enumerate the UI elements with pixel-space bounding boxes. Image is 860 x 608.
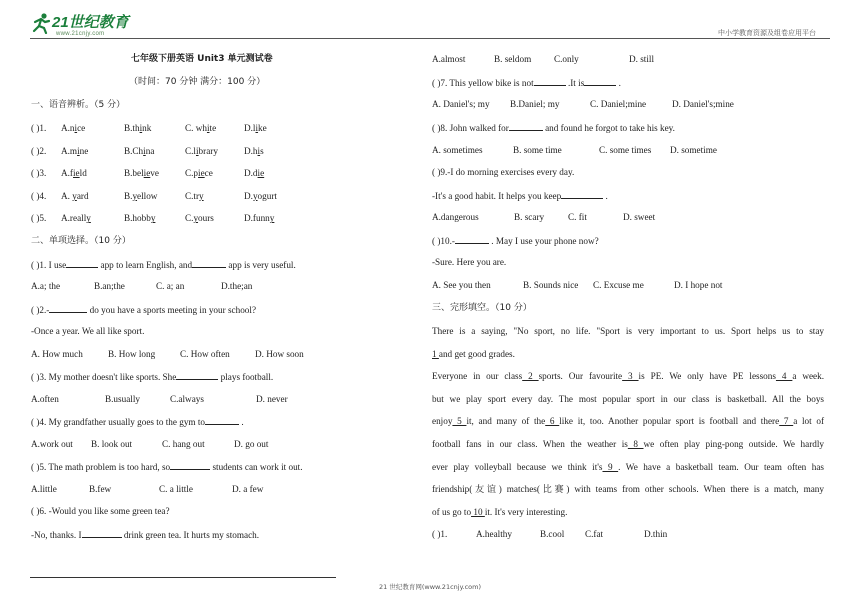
passage-text: it, and many of the bbox=[466, 416, 546, 427]
question-text: app to learn English, and bbox=[98, 260, 193, 270]
option-underlined: i bbox=[255, 123, 259, 133]
passage-line bbox=[432, 462, 824, 473]
site-logo bbox=[30, 10, 140, 38]
mc-question bbox=[432, 235, 599, 247]
answer-option: C. some times bbox=[599, 145, 652, 155]
option-underlined: y bbox=[252, 190, 258, 201]
option-underlined: y bbox=[193, 213, 199, 224]
option-prefix: A.m bbox=[61, 145, 78, 156]
passage-text: There is a saying, "No sport, no life. "Sport is very important to us. Sport helps us to stay bbox=[432, 326, 824, 336]
option-underlined: i bbox=[143, 145, 146, 156]
passage-text: sports. Our favourite bbox=[538, 371, 623, 382]
answer-blank bbox=[534, 77, 566, 86]
answer-blank bbox=[205, 416, 239, 425]
option-suffix: ellow bbox=[137, 190, 158, 201]
answer-option: D. a few bbox=[232, 484, 264, 494]
passage-text: but we play sport every day. The most popular sport in our class is basketball. All the boys bbox=[432, 393, 824, 404]
option-prefix: C. wh bbox=[185, 123, 207, 133]
phonetics-question bbox=[31, 146, 46, 157]
passage-line bbox=[432, 394, 824, 405]
passage-text: football fans in our class. When the weather is bbox=[432, 439, 628, 449]
option-suffix: na bbox=[145, 145, 155, 156]
mc-question bbox=[31, 304, 256, 316]
question-text: ( )1. I use bbox=[31, 260, 67, 270]
answer-blank bbox=[49, 304, 87, 313]
answer-blank bbox=[170, 461, 210, 470]
mc-question bbox=[432, 122, 675, 134]
answer-option: C. Daniel;mine bbox=[590, 99, 647, 109]
phonetics-option bbox=[185, 213, 214, 224]
logo-url: www.21cnjy.com bbox=[56, 31, 105, 37]
mc-question: ( )6. -Would you like some green tea? bbox=[31, 506, 170, 516]
cloze-blank-number: 8 bbox=[627, 439, 644, 449]
question-number: ( )2. bbox=[31, 145, 47, 156]
answer-option: A.work out bbox=[31, 439, 73, 449]
footer-text: 21 世纪教育网(www.21cnjy.com) bbox=[379, 583, 481, 591]
answer-option: C. a little bbox=[159, 484, 193, 494]
question-text: ( )3. My mother doesn't like sports. She bbox=[31, 372, 177, 382]
exam-title: 七年级下册英语 Unit3 单元测试卷 bbox=[131, 54, 273, 64]
phonetics-question bbox=[31, 213, 46, 224]
option-prefix: B. bbox=[124, 190, 133, 201]
option-suffix: ce bbox=[77, 123, 86, 133]
answer-option: D. sometime bbox=[670, 145, 717, 155]
phonetics-option bbox=[61, 123, 85, 134]
option-prefix: C.l bbox=[185, 145, 196, 156]
passage-text: a week. bbox=[792, 371, 825, 382]
phonetics-option bbox=[61, 168, 87, 179]
question-number: ( )3. bbox=[31, 168, 47, 179]
answer-option: A. sometimes bbox=[432, 145, 483, 155]
question-number: ( )1. bbox=[432, 529, 448, 539]
passage-line bbox=[432, 507, 824, 518]
answer-option: B. seldom bbox=[494, 54, 532, 64]
passage-text: we often play ping-pong outside. We hardly bbox=[643, 439, 824, 449]
answer-option: C.only bbox=[554, 54, 579, 64]
mc-question bbox=[31, 461, 303, 473]
question-text: ( )7. This yellow bike is not bbox=[432, 78, 534, 88]
passage-text: and get good grades. bbox=[438, 348, 515, 359]
option-prefix: D.h bbox=[244, 145, 258, 156]
passage-text: is PE. We only have PE lessons bbox=[638, 371, 776, 382]
question-text: ( )10.- bbox=[432, 236, 455, 246]
question-text: .It is bbox=[565, 78, 585, 88]
option-suffix: s bbox=[260, 145, 264, 156]
question-text: and found he forgot to take his key. bbox=[542, 123, 675, 133]
option-underlined: i bbox=[257, 145, 261, 156]
option-suffix: brary bbox=[198, 145, 218, 156]
question-text: -It's a good habit. It helps you keep bbox=[432, 191, 562, 201]
answer-option: D. How soon bbox=[255, 349, 304, 359]
mc-question bbox=[31, 371, 273, 383]
passage-text: Everyone in our class bbox=[432, 371, 523, 382]
option-prefix: B.hobb bbox=[124, 213, 151, 224]
answer-option: B.Daniel; my bbox=[510, 99, 560, 109]
answer-option: B. How long bbox=[108, 349, 156, 359]
passage-line bbox=[432, 416, 824, 427]
answer-option: A.often bbox=[31, 394, 59, 404]
question-text: app is very useful. bbox=[226, 260, 296, 270]
cloze-blank-number: 1 bbox=[432, 348, 439, 359]
question-text: do you have a sports meeting in your school? bbox=[87, 305, 257, 315]
answer-option: C. fit bbox=[568, 212, 587, 222]
phonetics-option bbox=[124, 168, 159, 179]
option-underlined: y bbox=[72, 190, 77, 201]
option-underlined: ie bbox=[73, 168, 80, 179]
option-underlined: y bbox=[150, 213, 156, 224]
option-prefix: C. bbox=[185, 213, 194, 224]
question-text: ( )8. John walked for bbox=[432, 123, 509, 133]
answer-option: C. Excuse me bbox=[593, 280, 644, 290]
answer-option: C.always bbox=[170, 394, 204, 404]
answer-option: D. Daniel's;mine bbox=[672, 99, 734, 109]
mc-question: ( )9.-I do morning exercises every day. bbox=[432, 167, 575, 177]
option-prefix: B.bel bbox=[124, 168, 144, 179]
question-text: ( )4. My grandfather usually goes to the gym to bbox=[31, 417, 206, 427]
question-number: ( )5. bbox=[31, 213, 47, 224]
answer-option: A.dangerous bbox=[432, 212, 479, 222]
option-suffix: ke bbox=[258, 123, 267, 133]
passage-text: enjoy bbox=[432, 416, 453, 427]
option-suffix: ard bbox=[76, 190, 89, 201]
runner-logo-icon bbox=[30, 12, 52, 34]
phonetics-option bbox=[61, 191, 89, 202]
option-suffix: ce bbox=[204, 168, 213, 179]
answer-option: D. I hope not bbox=[674, 280, 723, 290]
option-underlined: y bbox=[199, 190, 204, 201]
option-suffix: nk bbox=[142, 123, 152, 133]
option-suffix: ve bbox=[150, 168, 159, 179]
option-prefix: B.th bbox=[124, 123, 140, 133]
option-prefix: A.n bbox=[61, 123, 75, 133]
passage-line bbox=[432, 326, 824, 337]
phonetics-question bbox=[31, 168, 46, 179]
cloze-blank-number: 6 bbox=[545, 416, 560, 427]
passage-text: like it, too. Another popular sport is football and there bbox=[559, 416, 780, 427]
option-suffix: ours bbox=[198, 213, 214, 224]
cloze-blank-number: 2 bbox=[522, 371, 539, 382]
answer-option: B. some time bbox=[513, 145, 562, 155]
answer-option: A.almost bbox=[432, 54, 466, 64]
section-heading: 二、单项选择。（10 分） bbox=[31, 236, 131, 246]
option-suffix: te bbox=[209, 123, 217, 133]
phonetics-option bbox=[124, 213, 155, 224]
answer-option: C.fat bbox=[585, 529, 604, 539]
exam-subtitle: （时间：70 分钟 满分：100 分） bbox=[129, 77, 266, 87]
question-reply: -Sure. Here you are. bbox=[432, 257, 507, 267]
option-suffix: ogurt bbox=[257, 190, 277, 201]
question-reply bbox=[31, 529, 259, 541]
option-prefix: D. bbox=[244, 190, 253, 201]
option-underlined: y bbox=[86, 213, 91, 224]
passage-line bbox=[432, 371, 824, 382]
question-text: plays football. bbox=[218, 372, 274, 382]
phonetics-option bbox=[185, 146, 218, 157]
option-underlined: y bbox=[269, 213, 275, 224]
phonetics-option bbox=[244, 168, 264, 179]
answer-option: D. go out bbox=[234, 439, 269, 449]
phonetics-option bbox=[244, 146, 264, 157]
option-prefix: A. bbox=[61, 190, 73, 201]
option-underlined: y bbox=[132, 190, 138, 201]
answer-blank bbox=[455, 235, 489, 244]
phonetics-option bbox=[124, 191, 157, 202]
phonetics-option bbox=[244, 123, 267, 134]
option-underlined: ie bbox=[257, 168, 265, 179]
question-text: -No, thanks. I bbox=[31, 530, 82, 540]
answer-blank bbox=[192, 259, 226, 268]
phonetics-option bbox=[124, 123, 151, 134]
phonetics-option bbox=[185, 123, 216, 134]
question-text: drink green tea. It hurts my stomach. bbox=[121, 530, 260, 540]
option-underlined: i bbox=[206, 123, 210, 133]
answer-option: B. Sounds nice bbox=[523, 280, 579, 290]
answer-blank bbox=[176, 371, 218, 380]
question-reply bbox=[432, 190, 608, 202]
logo-text: 21世纪教育 bbox=[52, 14, 129, 31]
passage-text: ever play volleyball because we think it's bbox=[432, 461, 603, 472]
cloze-blank-number: 5 bbox=[452, 416, 467, 427]
answer-blank bbox=[561, 190, 603, 199]
answer-blank bbox=[584, 77, 616, 86]
phonetics-question bbox=[31, 191, 46, 202]
answer-option: A. How much bbox=[31, 349, 83, 359]
option-prefix: D.funn bbox=[244, 213, 270, 224]
answer-option: A.little bbox=[31, 484, 57, 494]
question-text: ( )5. The math problem is too hard, so bbox=[31, 462, 171, 472]
passage-line bbox=[432, 484, 824, 495]
answer-option: D. never bbox=[256, 394, 288, 404]
phonetics-option bbox=[61, 213, 91, 224]
mc-question bbox=[31, 259, 296, 271]
option-underlined: i bbox=[195, 145, 199, 156]
option-underlined: ie bbox=[198, 168, 205, 179]
cloze-question bbox=[432, 529, 447, 540]
answer-option: C. a; an bbox=[156, 281, 185, 291]
answer-blank bbox=[509, 122, 543, 131]
header-divider bbox=[30, 38, 830, 39]
mc-question bbox=[432, 77, 621, 89]
answer-blank bbox=[66, 259, 98, 268]
answer-option: A.healthy bbox=[476, 529, 512, 539]
option-prefix: C.p bbox=[185, 168, 199, 179]
section-heading: 三、完形填空。（10 分） bbox=[432, 303, 532, 313]
section-heading: 一、语音辨析。（5 分） bbox=[31, 100, 126, 110]
answer-option: D. sweet bbox=[623, 212, 656, 222]
footer-divider bbox=[30, 577, 336, 578]
option-prefix: B.Ch bbox=[124, 145, 144, 156]
passage-text: it. It's very interesting. bbox=[484, 506, 568, 517]
question-text: . bbox=[616, 78, 621, 88]
option-underlined: i bbox=[74, 123, 78, 133]
answer-option: C. hang out bbox=[162, 439, 205, 449]
question-text: ( )2.- bbox=[31, 305, 50, 315]
phonetics-option bbox=[61, 146, 88, 157]
answer-option: B.few bbox=[89, 484, 112, 494]
answer-option: A.a; the bbox=[31, 281, 61, 291]
question-number: ( )4. bbox=[31, 190, 47, 201]
answer-option: C. How often bbox=[180, 349, 230, 359]
passage-text: friendship(友谊) matches(比赛) with teams from other schools. When there is a match, many bbox=[432, 484, 824, 495]
answer-option: B.cool bbox=[540, 529, 565, 539]
answer-option: D. still bbox=[629, 54, 655, 64]
cloze-blank-number: 10 bbox=[471, 506, 485, 517]
answer-option: B.usually bbox=[105, 394, 140, 404]
option-underlined: i bbox=[139, 123, 143, 133]
question-number: ( )1. bbox=[31, 123, 47, 133]
option-prefix: C.tr bbox=[185, 190, 200, 201]
answer-option: D.thin bbox=[644, 529, 668, 539]
answer-option: A. See you then bbox=[432, 280, 491, 290]
answer-option: B.an;the bbox=[94, 281, 125, 291]
passage-text: a lot of bbox=[793, 416, 825, 427]
answer-option: B. scary bbox=[514, 212, 545, 222]
phonetics-option bbox=[185, 168, 213, 179]
answer-option: A. Daniel's; my bbox=[432, 99, 490, 109]
cloze-blank-number: 9 bbox=[602, 461, 619, 472]
option-prefix: D.d bbox=[244, 168, 258, 179]
question-text: students can work it out. bbox=[210, 462, 303, 472]
option-underlined: i bbox=[77, 145, 80, 156]
question-text: . bbox=[603, 191, 608, 201]
answer-blank bbox=[82, 529, 122, 538]
option-suffix: ne bbox=[79, 145, 89, 156]
passage-line bbox=[432, 349, 824, 360]
passage-text: of us go to bbox=[432, 506, 472, 517]
question-reply: -Once a year. We all like sport. bbox=[31, 326, 145, 336]
answer-option: B. look out bbox=[91, 439, 133, 449]
passage-text: . We have a basketball team. Our team often has bbox=[618, 461, 825, 472]
header-platform-name: 中小学教育资源及组卷应用平台 bbox=[718, 29, 816, 37]
question-text: . May I use your phone now? bbox=[488, 236, 599, 246]
option-prefix: A.f bbox=[61, 168, 73, 179]
answer-option: D.the;an bbox=[221, 281, 253, 291]
passage-line bbox=[432, 439, 824, 450]
phonetics-option bbox=[244, 213, 274, 224]
option-prefix: A.reall bbox=[61, 213, 87, 224]
phonetics-option bbox=[244, 191, 277, 202]
option-suffix: ld bbox=[79, 168, 87, 179]
option-underlined: ie bbox=[143, 168, 151, 179]
phonetics-question bbox=[31, 123, 46, 134]
mc-question bbox=[31, 416, 244, 428]
phonetics-option bbox=[124, 146, 154, 157]
cloze-blank-number: 4 bbox=[775, 371, 793, 382]
cloze-blank-number: 7 bbox=[779, 416, 794, 427]
question-text: . bbox=[239, 417, 244, 427]
option-prefix: D.l bbox=[244, 123, 256, 133]
cloze-blank-number: 3 bbox=[622, 371, 639, 382]
phonetics-option bbox=[185, 191, 204, 202]
